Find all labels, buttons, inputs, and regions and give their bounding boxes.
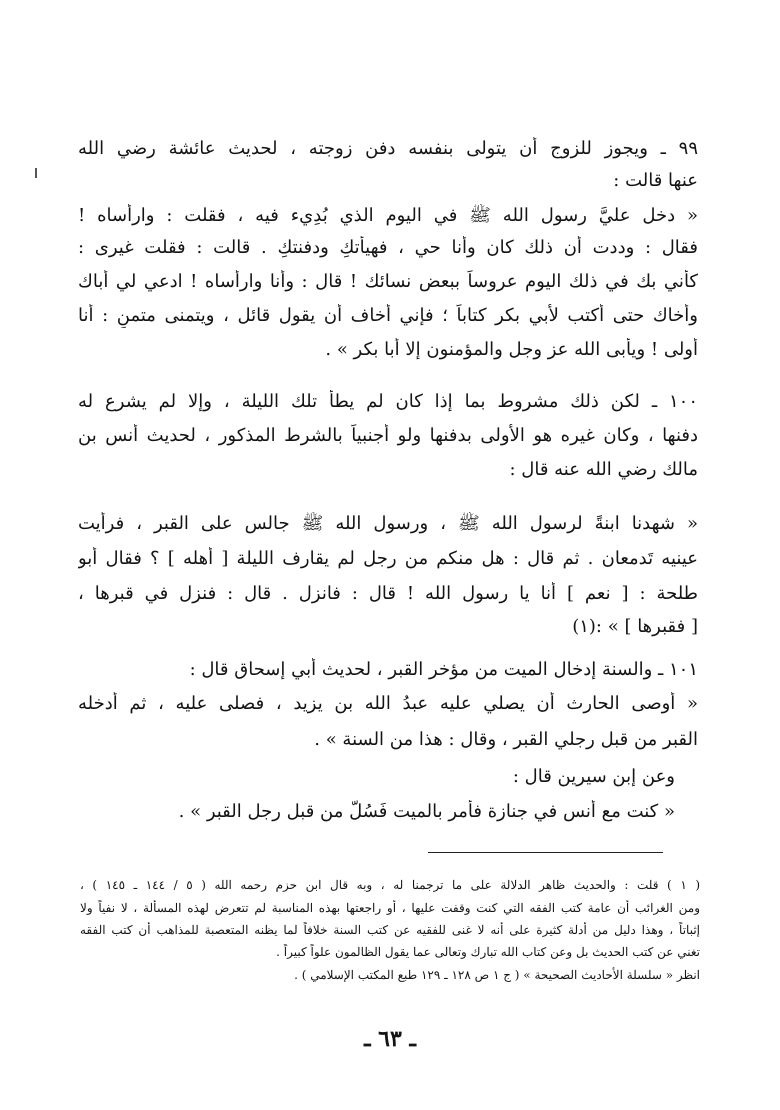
hadith-4: « كنت مع أنس في جنازة فأمر بالميت فَسُلَّ من قبل رجل القبر » . xyxy=(178,801,675,822)
paragraph-99-line-1: ٩٩ ـ ويجوز للزوج أن يتولى بنفسه دفن زوجته ، لحديث عائشة رضي الله xyxy=(78,138,698,159)
footnote-line-5: انظر « سلسلة الأحاديث الصحيحة » ( ج ١ ص ١٢٨ ـ ١٢٩ طبع المكتب الإسلامي ) . xyxy=(294,968,700,982)
hadith-1-line-1: « دخل عليَّ رسول الله ﷺ في اليوم الذي بُدِيء فيه ، فقلت : وارأساه ! xyxy=(78,205,698,226)
hadith-2-line-3: طلحة : [ نعم ] أنا يا رسول الله ! قال : فانزل . قال : فنزل في قبرها ، xyxy=(78,583,698,604)
margin-mark xyxy=(35,168,37,178)
hadith-2-line-1: « شهدنا ابنةً لرسول الله ﷺ ، ورسول الله ﷺ جالس على القبر ، فرأيت xyxy=(78,513,698,534)
hadith-3-line-1: « أوصى الحارث أن يصلي عليه عبدُ الله بن يزيد ، فصلى عليه ، ثم أدخله xyxy=(78,693,698,714)
hadith-1-line-2: فقال : وددت أن ذلك كان وأنا حي ، فهيأتكِ ودفنتكِ . قالت : فقلت غيرى : xyxy=(78,237,698,258)
hadith-1-line-3: كأني بك في ذلك اليوم عروساً ببعض نسائك ! قال : وأنا وارأساه ! ادعي لي أباك xyxy=(78,271,698,292)
hadith-2-line-2: عينيه تَدمعان . ثم قال : هل منكم من رجل لم يقارف الليلة [ أهله ] ؟ فقال أبو xyxy=(78,548,698,569)
hadith-1-line-4: وأخاك حتى أكتب لأبي بكر كتاباً ؛ فإني أخاف أن يقول قائل ، ويتمنى متمنٍ : أنا xyxy=(78,305,698,326)
footnote-line-2: ومن الغرائب أن عامة كتب الفقه التي كنت وقفت عليها ، أو راجعتها بهذه المناسبة لم تتعرض لهذه المسألة ، لا نفياً ولا xyxy=(80,901,700,915)
paragraph-100-line-1: ١٠٠ ـ لكن ذلك مشروط بما إذا كان لم يطأ تلك الليلة ، وإلا لم يشرع له xyxy=(78,391,698,412)
paragraph-100-line-2: دفنها ، وكان غيره هو الأولى بدفنها ولو أجنبياً بالشرط المذكور ، لحديث أنس بن xyxy=(78,425,698,446)
footnote-line-3: إثباتاً ، وهذا دليل من أدلة كثيرة على أنه لا غنى للفقيه عن كتب السنة خلافاً لما يظنه المتعصبة للمذاهب أن كتب الفقه xyxy=(80,923,700,937)
footnote-line-1: ( ١ ) قلت : والحديث ظاهر الدلالة على ما ترجمنا له ، وبه قال ابن حزم رحمه الله ( ٥ / ١٤٤ ـ ١٤٥ ) ، xyxy=(80,878,700,892)
hadith-2-line-4: [ فقبرها ] » :(١) xyxy=(572,616,698,637)
footnote-line-4: تغني عن كتب الحديث بل وعن كتاب الله تبارك وتعالى عما يقول الظالمون علواً كبيراً . xyxy=(276,945,700,959)
paragraph-99-line-2: عنها قالت : xyxy=(613,170,698,191)
footnote-separator xyxy=(428,852,663,853)
page-number: ـ ٦٣ ـ xyxy=(364,1026,416,1052)
hadith-1-line-5: أولى ! ويأبى الله عز وجل والمؤمنون إلا أبا بكر » . xyxy=(325,339,698,360)
paragraph-100-line-3: مالك رضي الله عنه قال : xyxy=(509,459,698,480)
hadith-3-line-2: القبر من قبل رجلي القبر ، وقال : هذا من السنة » . xyxy=(314,729,698,750)
paragraph-101-line-1: ١٠١ ـ والسنة إدخال الميت من مؤخر القبر ، لحديث أبي إسحاق قال : xyxy=(189,659,698,680)
ibn-sirin-intro: وعن إبن سيرين قال : xyxy=(512,766,675,787)
